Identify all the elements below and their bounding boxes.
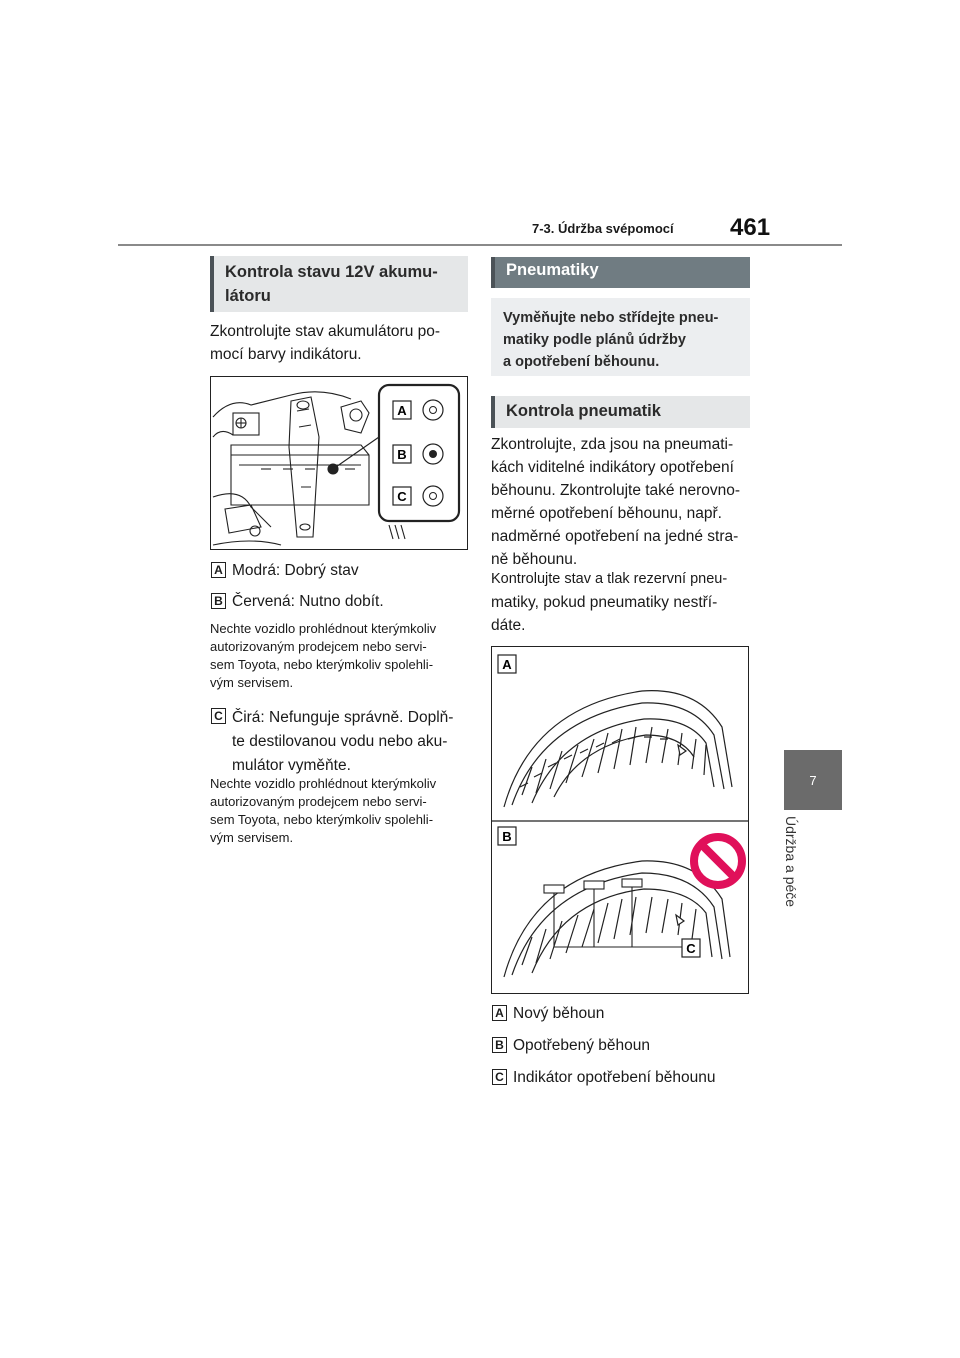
legend-new-tread: A Nový běhoun bbox=[492, 1003, 752, 1027]
legend-badge-b: B bbox=[492, 1037, 507, 1053]
legend-worn-tread: B Opotřebený běhoun bbox=[492, 1035, 752, 1059]
page-number: 461 bbox=[730, 214, 771, 241]
spare-tire-text: Kontrolujte stav a tlak rezervní pneu- matiky, pokud pneumatiky nestří- dáte. bbox=[491, 571, 728, 634]
battery-heading: Kontrola stavu 12V akumu- látoru bbox=[210, 256, 468, 312]
header-rule bbox=[118, 244, 842, 246]
tire-label-a: A bbox=[502, 657, 512, 672]
chapter-label: Údržba a péče bbox=[783, 816, 799, 908]
legend-badge-c: C bbox=[492, 1069, 507, 1085]
badge-a: A bbox=[211, 562, 226, 578]
item-clear: C Čirá: Nefunguje správně. Doplň- te destilovanou vodu nebo aku- mulátor vyměňte. bbox=[211, 706, 473, 776]
badge-b: B bbox=[211, 593, 226, 609]
badge-c: C bbox=[211, 708, 226, 724]
tire-illustration bbox=[492, 647, 748, 993]
fig-label-b: B bbox=[397, 447, 407, 462]
item-blue: A Modrá: Dobrý stav bbox=[211, 560, 471, 584]
battery-intro: Zkontrolujte stav akumulátoru po- mocí barvy indikátoru. bbox=[210, 323, 441, 363]
note-dealer-2: Nechte vozidlo prohlédnout kterýmkoliv autorizovaným prodejcem nebo servi- sem Toyota, nebo kterýmkoliv spolehli- vým servisem. bbox=[210, 776, 437, 845]
tires-notice: Vyměňujte nebo střídejte pneu- matiky podle plánů údržby a opotřebení běhounu. bbox=[491, 298, 750, 376]
section-title: 7-3. Údržba svépomocí bbox=[532, 221, 674, 236]
battery-figure bbox=[210, 376, 468, 550]
tire-check-text: Zkontrolujte, zda jsou na pneumati- kách viditelné indikátory opotřebení běhounu. Zkontrolujte také nerovno- měrné opotřebení běhounu, např. nadměrné opotřebení na jedné stra- ně běhounu. bbox=[491, 436, 741, 568]
tire-figure bbox=[491, 646, 749, 994]
tire-label-b: B bbox=[502, 829, 512, 844]
worn-tread-panel bbox=[498, 827, 742, 977]
fig-label-c: C bbox=[397, 489, 407, 504]
tire-label-c: C bbox=[686, 941, 696, 956]
legend-badge-a: A bbox=[492, 1005, 507, 1021]
prohibit-icon bbox=[694, 837, 742, 885]
wear-indicator-lines bbox=[544, 879, 682, 947]
legend-wear-indicator: C Indikátor opotřebení běhounu bbox=[492, 1067, 752, 1091]
new-tread-panel bbox=[492, 655, 748, 821]
item-red: B Červená: Nutno dobít. bbox=[211, 591, 471, 615]
tires-heading: Pneumatiky bbox=[491, 257, 750, 288]
chapter-tab: 7 bbox=[784, 750, 842, 810]
tire-check-heading: Kontrola pneumatik bbox=[491, 396, 750, 428]
battery-illustration bbox=[211, 377, 467, 549]
note-dealer-1: Nechte vozidlo prohlédnout kterýmkoliv autorizovaným prodejcem nebo servi- sem Toyota, nebo kterýmkoliv spolehli- vým servisem. bbox=[210, 621, 437, 690]
fig-label-a: A bbox=[397, 403, 407, 418]
